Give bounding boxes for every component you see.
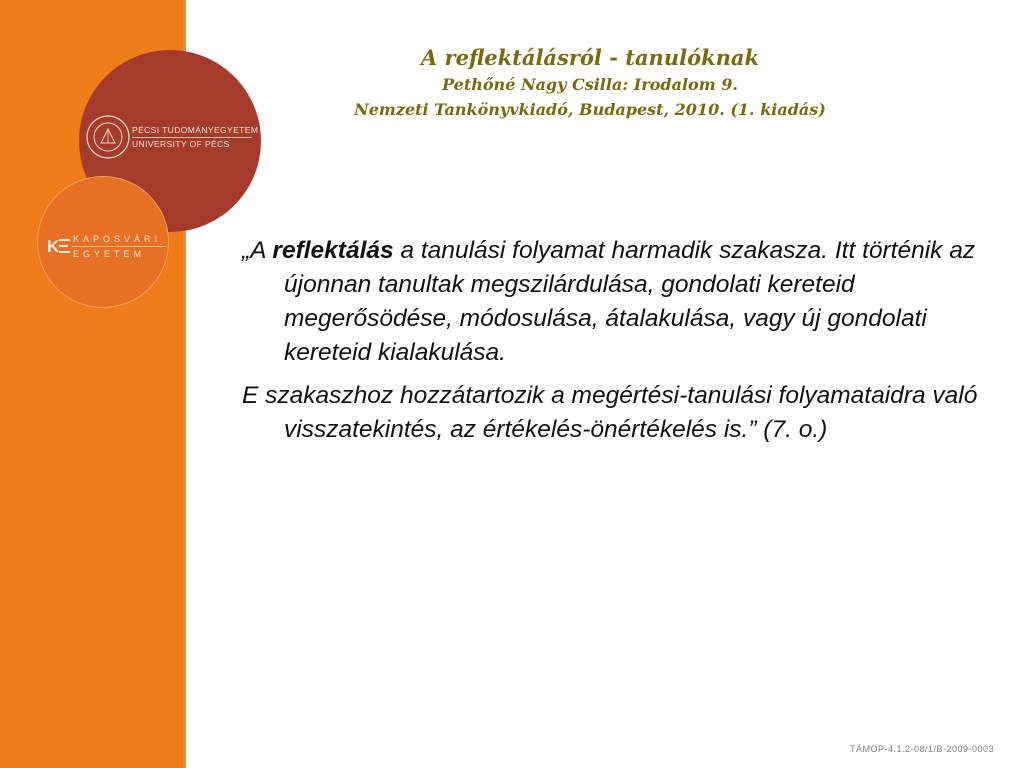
pte-name-hu: PÉCSI TUDOMÁNYEGYETEM xyxy=(132,125,259,135)
quote-paragraph-1-text: a tanulási folyamat harmadik szakasza. Itt történik az újonnan tanultak megszilárdulása, gondolati kereteid megerősödése, módosulása, átalakulása, vagy új gondolati kereteid kialakulása. xyxy=(284,237,976,366)
university-seal-icon xyxy=(84,113,132,161)
slide-body xyxy=(242,234,982,456)
title-author: Pethőné Nagy Csilla: Irodalom 9. xyxy=(442,75,738,94)
ke-logo-icon xyxy=(46,234,72,258)
title-main: A reflektálásról - tanulóknak xyxy=(420,45,760,70)
title-publisher: Nemzeti Tankönyvkiadó, Budapest, 2010. (1. kiadás) xyxy=(354,100,826,119)
slide-title xyxy=(260,44,920,122)
ke-logo-letter: K xyxy=(47,237,60,256)
project-code: TÁMOP-4.1.2-08/1/B-2009-0003 xyxy=(850,744,995,754)
pte-name-en: UNIVERSITY OF PÉCS xyxy=(132,139,230,149)
quote-paragraph-2: E szakaszhoz hozzátartozik a megértési-tanulási folyamataidra való visszatekintés, az értékelés-önértékelés is.” (7. o.) xyxy=(242,382,978,443)
pte-divider xyxy=(132,137,252,138)
quote-open: „A xyxy=(242,237,273,264)
ke-divider xyxy=(72,246,166,247)
ke-name xyxy=(73,233,161,261)
ke-name-line1: KAPOSVÁRI xyxy=(73,234,162,244)
keyword-reflektalas: reflektálás xyxy=(272,237,394,264)
ke-name-line2: EGYETEM xyxy=(73,249,146,259)
quote-paragraph-1 xyxy=(242,234,982,370)
